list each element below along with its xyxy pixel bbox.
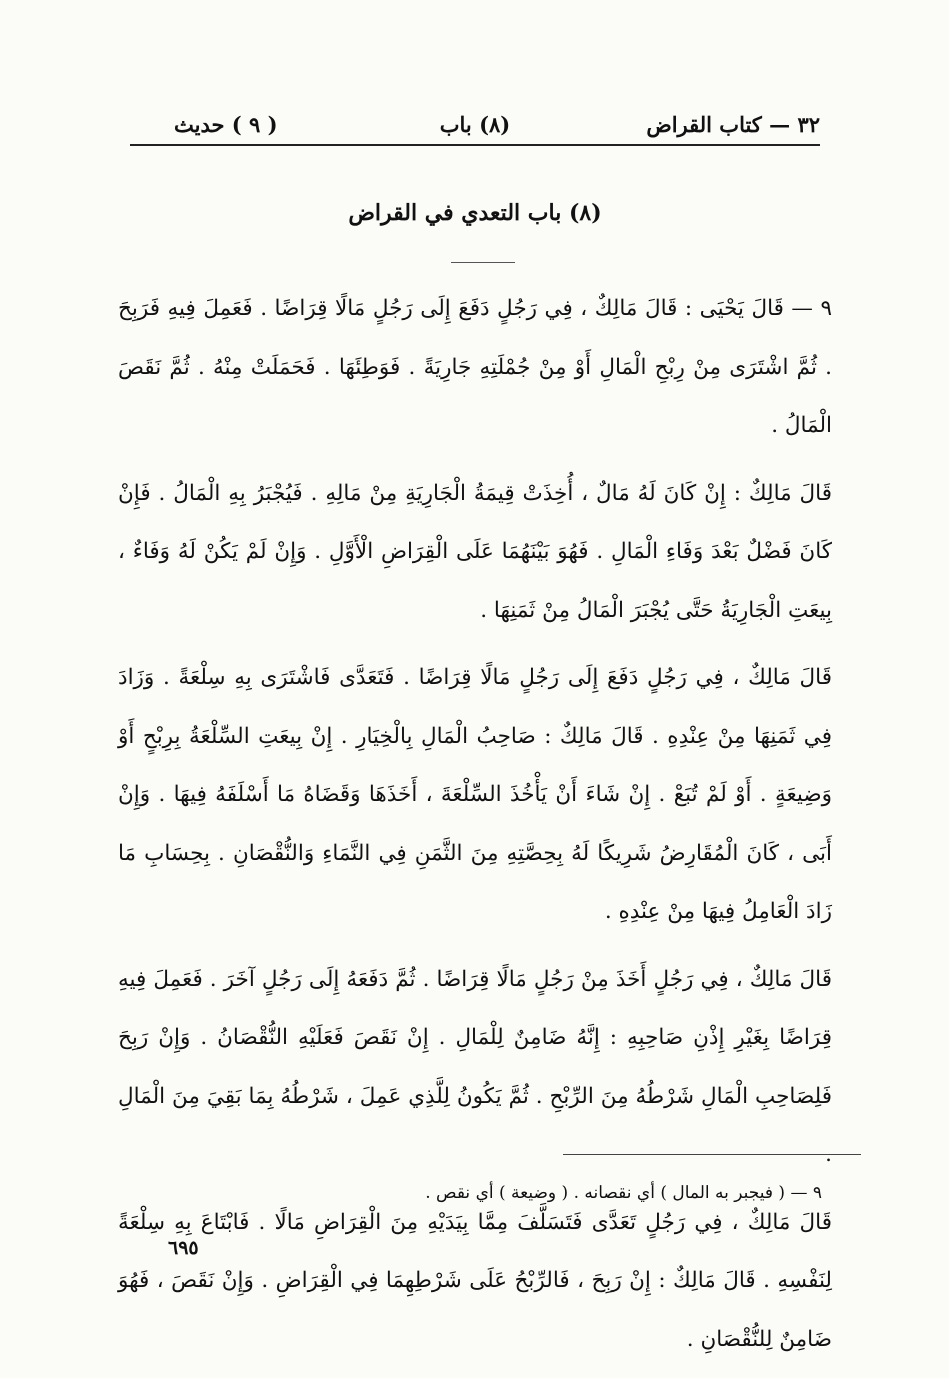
main-text xyxy=(118,280,832,1378)
header-divider xyxy=(130,144,820,146)
footnote-divider xyxy=(563,1154,861,1155)
paragraph: قَالَ مَالِكٌ ، فِي رَجُلٍ تَعَدَّى فَتَسَلَّفَ مِمَّا بِيَدَيْهِ مِنَ الْقِرَاضِ مَالًا . فَابْتَاعَ بِهِ سِلْعَةً لِنَفْسِهِ . قَالَ مَالِكٌ : إِنْ رَبِحَ ، فَالرِّبْحُ عَلَى شَرْطِهِمَا فِي الْقِرَاضِ . وَإِنْ نَقَصَ ، فَهُوَ ضَامِنٌ لِلنُّقْصَانِ . xyxy=(118,1209,832,1352)
header-hadith-number: ( ٩ ) حديث xyxy=(174,112,278,137)
paragraph: ٩ — قَالَ يَحْيَى : قَالَ مَالِكٌ ، فِي رَجُلٍ دَفَعَ إِلَى رَجُلٍ مَالًا قِرَاضًا . فَعَمِلَ فِيهِ فَرَبِحَ . ثُمَّ اشْتَرَى مِنْ رِبْحِ الْمَالِ أَوْ مِنْ جُمْلَتِهِ جَارِيَةً . فَوَطِئَهَا . فَحَمَلَتْ مِنْهُ . ثُمَّ نَقَصَ الْمَالُ . xyxy=(118,296,832,438)
paragraph: قَالَ مَالِكٌ ، فِي رَجُلٍ أَخَذَ مِنْ رَجُلٍ مَالًا قِرَاضًا . ثُمَّ دَفَعَهُ إِلَى رَجُلٍ آخَرَ . فَعَمِلَ فِيهِ قِرَاضًا بِغَيْرِ إِذْنِ صَاحِبِهِ : إِنَّهُ ضَامِنٌ لِلْمَالِ . إِنْ نَقَصَ فَعَلَيْهِ النُّقْصَانُ . وَإِنْ رَبِحَ فَلِصَاحِبِ الْمَالِ شَرْطُهُ مِنَ الرِّبْحِ . ثُمَّ يَكُونُ لِلَّذِي عَمِلَ ، شَرْطُهُ بِمَا بَقِيَ مِنَ الْمَالِ . xyxy=(118,966,832,1167)
chapter-title: (٨) باب التعدي في القراض xyxy=(348,200,602,226)
paragraph: قَالَ مَالِكٌ ، فِي رَجُلٍ دَفَعَ إِلَى رَجُلٍ مَالًا قِرَاضًا . فَتَعَدَّى فَاشْتَرَى بِهِ سِلْعَةً . وَزَادَ فِي ثَمَنِهَا مِنْ عِنْدِهِ . قَالَ مَالِكٌ : صَاحِبُ الْمَالِ بِالْخِيَارِ . إِنْ بِيعَتِ السِّلْعَةُ بِرِبْحٍ أَوْ وَضِيعَةٍ . أَوْ لَمْ تُبَعْ . إِنْ شَاءَ أَنْ يَأْخُذَ السِّلْعَةَ ، أَخَذَهَا وَقَضَاهُ مَا أَسْلَفَهُ فِيهَا . وَإِنْ أَبَى ، كَانَ الْمُقَارِضُ شَرِيكًا لَهُ بِحِصَّتِهِ مِنَ الثَّمَنِ فِي النَّمَاءِ وَالنُّقْصَانِ . بِحِسَابِ مَا زَادَ الْعَامِلُ فِيهَا مِنْ عِنْدِهِ . xyxy=(118,665,832,924)
paragraph: قَالَ مَالِكٌ : إِنْ كَانَ لَهُ مَالٌ ، أُخِذَتْ قِيمَةُ الْجَارِيَةِ مِنْ مَالِهِ . فَيُجْبَرُ بِهِ الْمَالُ . فَإِنْ كَانَ فَضْلٌ بَعْدَ وَفَاءِ الْمَالِ . فَهُوَ بَيْنَهُمَا عَلَى الْقِرَاضِ الْأَوَّلِ . وَإِنْ لَمْ يَكُنْ لَهُ وَفَاءٌ ، بِيعَتِ الْجَارِيَةُ حَتَّى يُجْبَرَ الْمَالُ مِنْ ثَمَنِهَا . xyxy=(118,480,832,623)
title-divider xyxy=(451,262,515,263)
header-chapter-number: (٨) باب xyxy=(439,112,511,137)
page-number: ٦٩٥ xyxy=(168,1237,199,1259)
running-header xyxy=(130,104,820,144)
footnote: ٩ — ( فيجبر به المال ) أي نقصانه . ( وضيعة ) أي نقص . xyxy=(425,1183,822,1203)
header-book-title: ٣٢ — كتاب القراض xyxy=(646,112,820,137)
